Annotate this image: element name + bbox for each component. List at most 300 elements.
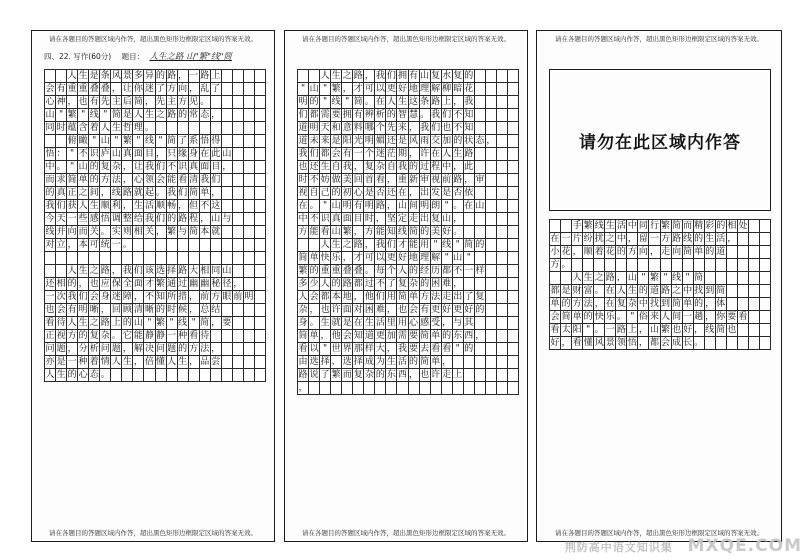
essay-cell: 而 — [683, 221, 693, 231]
essay-cell — [727, 272, 737, 284]
essay-cell — [255, 187, 265, 199]
essay-cell: 能 — [133, 331, 143, 341]
essay-cell: 会 — [342, 331, 352, 341]
essay-cell: ， — [211, 110, 221, 120]
essay-cell: 杂 — [364, 370, 374, 380]
essay-cell: 。 — [594, 286, 604, 296]
essay-cell: 经 — [420, 266, 430, 276]
essay-cell — [508, 382, 518, 394]
essay-cell: 在 — [298, 201, 308, 211]
essay-cell: 好 — [397, 84, 407, 94]
essay-cell: 乐 — [605, 312, 615, 322]
essay-cell: 与 — [178, 227, 188, 237]
essay-cell: 知 — [386, 227, 396, 237]
essay-cell: 己 — [320, 188, 330, 198]
essay-cell: 本 — [200, 227, 210, 237]
essay-cell — [200, 369, 210, 381]
essay-cell: 本 — [331, 292, 341, 302]
essay-cell — [508, 161, 518, 173]
essay-cell — [486, 122, 496, 134]
essay-cell: ， — [178, 201, 188, 211]
essay-cell: 静 — [144, 331, 154, 341]
essay-cell — [727, 298, 737, 310]
essay-cell — [244, 135, 254, 147]
essay-cell: 成 — [364, 357, 374, 367]
essay-cell: 过 — [364, 279, 374, 289]
essay-cell: 人 — [167, 357, 177, 367]
essay-cell: 们 — [56, 201, 66, 211]
essay-cell: 面 — [133, 279, 143, 289]
essay-cell: 叠 — [100, 84, 110, 94]
essay-cell: 哲 — [122, 123, 132, 133]
essay-cell: 了 — [464, 292, 474, 302]
essay-cell: 简 — [672, 299, 682, 309]
essay-cell: 人 — [320, 279, 330, 289]
essay-cell: 不 — [78, 149, 88, 159]
essay-cell — [222, 109, 232, 121]
essay-cell: 一 — [67, 357, 77, 367]
essay-cell: 复 — [475, 292, 485, 302]
essay-cell: 简 — [111, 110, 121, 120]
essay-cell: 路 — [167, 110, 177, 120]
essay-cell — [760, 337, 770, 349]
essay-cell: 同 — [45, 123, 55, 133]
essay-cell: 以 — [375, 253, 385, 263]
essay-cell: 简 — [694, 273, 704, 283]
essay-cell: 叠 — [353, 266, 363, 276]
essay-cell — [233, 174, 243, 186]
essay-cell: 简 — [67, 175, 77, 185]
essay-cell: 的 — [475, 305, 485, 315]
essay-cell: 繁 — [156, 279, 166, 289]
essay-cell — [45, 252, 55, 264]
essay-cell: 后 — [122, 97, 132, 107]
essay-cell: 单 — [694, 247, 704, 257]
essay-cell: 人 — [386, 97, 396, 107]
essay-cell: 路 — [672, 234, 682, 244]
essay-cell: 方 — [67, 331, 77, 341]
essay-cell: 线 — [45, 227, 55, 237]
essay-cell — [727, 337, 737, 349]
essay-cell: 简 — [189, 188, 199, 198]
essay-cell — [486, 187, 496, 199]
essay-cell: 明 — [78, 305, 88, 315]
essay-cell: 其 — [464, 318, 474, 328]
essay-cell: 我 — [144, 162, 154, 172]
essay-cell: 人 — [67, 71, 77, 81]
essay-cell: " — [144, 317, 154, 329]
essay-cell — [486, 356, 496, 368]
essay-cell: 相 — [200, 266, 210, 276]
essay-cell: 都 — [309, 110, 319, 120]
essay-cell: 人 — [320, 71, 330, 81]
essay-cell: 单 — [572, 312, 582, 322]
essay-cell: 去 — [420, 344, 430, 354]
essay-cell: 否 — [375, 188, 385, 198]
essay-cell: 简 — [133, 97, 143, 107]
essay-cell: 立 — [56, 240, 66, 250]
essay-cell: 人 — [45, 370, 55, 380]
essay-cell: 题 — [111, 344, 121, 354]
essay-cell: 庐 — [100, 149, 110, 159]
essay-cell — [738, 233, 748, 245]
essay-cell: 线 — [705, 325, 715, 335]
essay-cell — [497, 200, 507, 212]
essay-cell: 本 — [78, 240, 88, 250]
essay-cell — [244, 70, 254, 82]
essay-cell: " — [167, 317, 177, 329]
essay-cell: 复 — [431, 214, 441, 224]
essay-cell: 的 — [122, 318, 132, 328]
essay-cell — [486, 252, 496, 264]
essay-cell: ， — [156, 227, 166, 237]
essay-cell: 着 — [89, 357, 99, 367]
essay-cell: 获 — [67, 201, 77, 211]
essay-cell: 让 — [122, 84, 132, 94]
essay-cell — [486, 200, 496, 212]
essay-cell: 。 — [364, 266, 374, 276]
essay-cell: 实 — [111, 227, 121, 237]
essay-cell: 间 — [409, 201, 419, 211]
essay-cell — [508, 252, 518, 264]
essay-cell — [497, 278, 507, 290]
essay-cell: 们 — [386, 240, 396, 250]
essay-cell: 中 — [45, 162, 55, 172]
essay-cell — [156, 252, 166, 264]
essay-cell: 知 — [464, 110, 474, 120]
essay-cell: 的 — [89, 162, 99, 172]
essay-cell: 这 — [409, 97, 419, 107]
essay-cell: 应 — [100, 279, 110, 289]
essay-cell — [475, 226, 485, 238]
essay-cell — [497, 174, 507, 186]
essay-cell — [211, 122, 221, 134]
essay-cell: 的 — [375, 370, 385, 380]
essay-cell: 你 — [133, 84, 143, 94]
essay-cell — [244, 356, 254, 368]
essay-cell: 美 — [342, 175, 352, 185]
essay-cell: 幽 — [189, 279, 199, 289]
essay-cell: 有 — [409, 71, 419, 81]
essay-cell: 中 — [616, 234, 626, 244]
essay-cell: ， — [486, 136, 496, 146]
essay-cell: 山 — [45, 110, 55, 120]
essay-cell: 择 — [167, 266, 177, 276]
essay-cell: 的 — [178, 344, 188, 354]
essay-cell: 路 — [353, 71, 363, 81]
essay-cell: 简 — [561, 312, 571, 322]
essay-cell: 们 — [156, 162, 166, 172]
essay-cell: ， — [133, 357, 143, 367]
essay-cell — [572, 259, 582, 271]
essay-cell: 时 — [167, 305, 177, 315]
essay-cell — [167, 239, 177, 251]
essay-cell: 太 — [561, 325, 571, 335]
essay-cell: 的 — [78, 331, 88, 341]
essay-cell: 们 — [133, 266, 143, 276]
essay-cell — [255, 330, 265, 342]
essay-cell: 花 — [561, 247, 571, 257]
essay-cell: 是 — [56, 357, 66, 367]
essay-cell — [594, 259, 604, 271]
essay-cell: 生 — [331, 71, 341, 81]
essay-cell — [244, 187, 254, 199]
essay-cell: 好 — [442, 305, 452, 315]
essay-cell: 有 — [89, 97, 99, 107]
essay-cell: 程 — [189, 214, 199, 224]
essay-cell: 中 — [683, 286, 693, 296]
essay-cell: 路 — [375, 201, 385, 211]
essay-cell: 走 — [442, 292, 452, 302]
essay-cell: 上 — [111, 318, 121, 328]
essay-cell: 花 — [464, 84, 474, 94]
essay-cell: 山 — [78, 162, 88, 172]
essay-cell: 是 — [89, 71, 99, 81]
essay-cell: 会 — [331, 149, 341, 159]
essay-cell: 畅 — [167, 201, 177, 211]
essay-cell: 得 — [211, 136, 221, 146]
essay-cell: 中 — [627, 221, 637, 231]
essay-cell: 道 — [298, 136, 308, 146]
essay-cell: 单 — [550, 299, 560, 309]
essay-cell — [497, 343, 507, 355]
essay-cell: 与 — [453, 318, 463, 328]
essay-cell: 山 — [331, 201, 341, 211]
essay-cell: 阳 — [572, 325, 582, 335]
essay-cell — [144, 252, 154, 264]
essay-cell — [244, 122, 254, 134]
essay-cell: 都 — [550, 286, 560, 296]
area-notice: 请在各题目的答题区域内作答，超出黑色矩形边框限定区域的答案无效。 — [49, 35, 257, 43]
essay-cell: 主 — [111, 97, 121, 107]
essay-cell: 活 — [616, 221, 626, 231]
essay-cell: 首 — [364, 175, 374, 185]
essay-cell: 哪 — [364, 123, 374, 133]
essay-cell: 决 — [144, 344, 154, 354]
essay-cell: 有 — [342, 149, 352, 159]
essay-cell — [255, 96, 265, 108]
essay-cell — [233, 304, 243, 316]
essay-cell — [144, 239, 154, 251]
essay-cell: 也 — [298, 162, 308, 172]
essay-cell: 的 — [409, 266, 419, 276]
essay-cell: 在 — [464, 201, 474, 211]
answer-column-2 — [284, 30, 528, 542]
essay-cell: 用 — [397, 318, 407, 328]
essay-cell: 智 — [397, 110, 407, 120]
essay-cell: 我 — [67, 292, 77, 302]
essay-cell: 线 — [397, 227, 407, 237]
essay-cell: 繁 — [649, 273, 659, 283]
essay-cell — [464, 382, 474, 394]
essay-cell — [222, 356, 232, 368]
essay-cell: 感 — [89, 214, 99, 224]
essay-cell: 视 — [431, 175, 441, 185]
essay-cell: 的 — [442, 331, 452, 341]
essay-cell — [222, 369, 232, 381]
essay-cell: 人 — [572, 273, 582, 283]
essay-cell: 待 — [56, 318, 66, 328]
essay-cell — [189, 239, 199, 251]
essay-cell: 行 — [649, 221, 659, 231]
essay-cell: 的 — [156, 71, 166, 81]
essay-cell: 山 — [453, 253, 463, 263]
essay-cell: 知 — [353, 331, 363, 341]
essay-cell — [661, 259, 671, 271]
essay-cell — [497, 369, 507, 381]
essay-cell — [508, 343, 518, 355]
essay-cell: 繁 — [298, 266, 308, 276]
essay-cell: 关 — [144, 227, 154, 237]
essay-cell: 结 — [211, 305, 221, 315]
essay-cell — [508, 83, 518, 95]
essay-cell: 复 — [89, 331, 99, 341]
essay-cell: 财 — [572, 286, 582, 296]
essay-cell — [211, 239, 221, 251]
essay-cell: 的 — [464, 344, 474, 354]
essay-cell: 重 — [67, 84, 77, 94]
answer-column-3 — [536, 30, 782, 542]
essay-cell: 迷 — [144, 84, 154, 94]
essay-cell: 方 — [100, 175, 110, 185]
essay-cell: 更 — [431, 305, 441, 315]
essay-cell: 暗 — [453, 84, 463, 94]
essay-cell — [508, 265, 518, 277]
essay-cell: 单 — [78, 175, 88, 185]
essay-cell: ， — [453, 279, 463, 289]
essay-cell: ， — [133, 292, 143, 302]
essay-cell — [375, 382, 385, 394]
essay-cell: 线 — [89, 110, 99, 120]
essay-cell: 悟 — [45, 149, 55, 159]
essay-cell — [497, 291, 507, 303]
essay-cell: ， — [122, 344, 132, 354]
essay-cell: " — [133, 135, 143, 147]
essay-cell: 单 — [309, 253, 319, 263]
essay-cell: 也 — [672, 325, 682, 335]
essay-cell: 我 — [397, 344, 407, 354]
essay-cell — [67, 252, 77, 264]
essay-cell — [749, 311, 759, 323]
essay-cell: 一 — [67, 214, 77, 224]
essay-cell — [453, 356, 463, 368]
essay-cell — [508, 135, 518, 147]
essay-cell: 风 — [111, 71, 121, 81]
essay-cell — [464, 278, 474, 290]
essay-cell: 法 — [111, 175, 121, 185]
essay-cell — [244, 369, 254, 381]
essay-cell: ， — [705, 299, 715, 309]
essay-cell: 每 — [375, 266, 385, 276]
essay-cell — [486, 265, 496, 277]
essay-cell: 利 — [111, 201, 121, 211]
essay-cell — [508, 226, 518, 238]
essay-cell: 也 — [45, 305, 55, 315]
essay-cell: ， — [386, 201, 396, 211]
essay-cell: 好 — [550, 338, 560, 348]
essay-cell: 大 — [375, 344, 385, 354]
essay-cell: 悟 — [627, 338, 637, 348]
essay-cell — [738, 259, 748, 271]
essay-cell — [760, 220, 770, 232]
essay-cell: 的 — [638, 286, 648, 296]
essay-cell: 能 — [375, 227, 385, 237]
essay-cell: 顾 — [122, 305, 132, 315]
essay-cell: 在 — [431, 149, 441, 159]
essay-cell: 也 — [420, 370, 430, 380]
essay-cell — [133, 252, 143, 264]
essay-cell: 样 — [364, 344, 374, 354]
essay-cell: 拥 — [397, 71, 407, 81]
essay-cell: 人 — [111, 357, 121, 367]
essay-cell: 的 — [464, 71, 474, 81]
essay-cell: 界 — [342, 344, 352, 354]
essay-cell: 更 — [453, 305, 463, 315]
essay-cell — [749, 285, 759, 297]
essay-cell: 山 — [309, 84, 319, 94]
essay-cell: 。 — [364, 97, 374, 107]
essay-cell — [705, 337, 715, 349]
essay-cell: 整 — [122, 214, 132, 224]
essay-cell — [749, 324, 759, 336]
essay-cell — [486, 148, 496, 160]
essay-cell — [167, 369, 177, 381]
essay-cell: 。 — [100, 227, 110, 237]
essay-cell — [244, 278, 254, 290]
essay-cell: 能 — [167, 175, 177, 185]
essay-cell: 世 — [331, 344, 341, 354]
essay-cell: 我 — [122, 266, 132, 276]
essay-cell: 我 — [342, 162, 352, 172]
essay-cell: 自 — [331, 162, 341, 172]
essay-cell — [561, 272, 571, 284]
essay-cell — [156, 239, 166, 251]
essay-cell: 心 — [409, 318, 419, 328]
essay-cell: 的 — [716, 221, 726, 231]
essay-cell: 品 — [200, 357, 210, 367]
essay-cell: 心 — [133, 175, 143, 185]
essay-cell — [486, 369, 496, 381]
essay-cell: " — [89, 135, 99, 147]
essay-cell: 来 — [320, 136, 330, 146]
essay-cell — [760, 259, 770, 271]
essay-cell: 。 — [616, 312, 626, 322]
essay-cell: 了 — [178, 136, 188, 146]
essay-cell: 而 — [78, 227, 88, 237]
essay-cell: 扰 — [594, 234, 604, 244]
essay-cell: 繁 — [661, 325, 671, 335]
essay-cell: 路 — [431, 97, 441, 107]
essay-cell: 生 — [133, 201, 143, 211]
essay-cell: 水 — [442, 71, 452, 81]
essay-cell: 明 — [309, 123, 319, 133]
essay-cell: ， — [100, 305, 110, 315]
essay-cell — [200, 239, 210, 251]
essay-cell — [475, 213, 485, 225]
essay-cell — [244, 161, 254, 173]
essay-cell: 真 — [331, 214, 341, 224]
essay-cell — [497, 356, 507, 368]
essay-cell: 用 — [386, 292, 396, 302]
essay-cell: 成 — [672, 338, 682, 348]
essay-cell: 它 — [122, 331, 132, 341]
essay-cell: 正 — [67, 188, 77, 198]
essay-cell: 问 — [100, 344, 110, 354]
essay-cell — [255, 291, 265, 303]
essay-cell: ， — [342, 84, 352, 94]
essay-cell — [486, 213, 496, 225]
essay-cell: ， — [222, 162, 232, 172]
